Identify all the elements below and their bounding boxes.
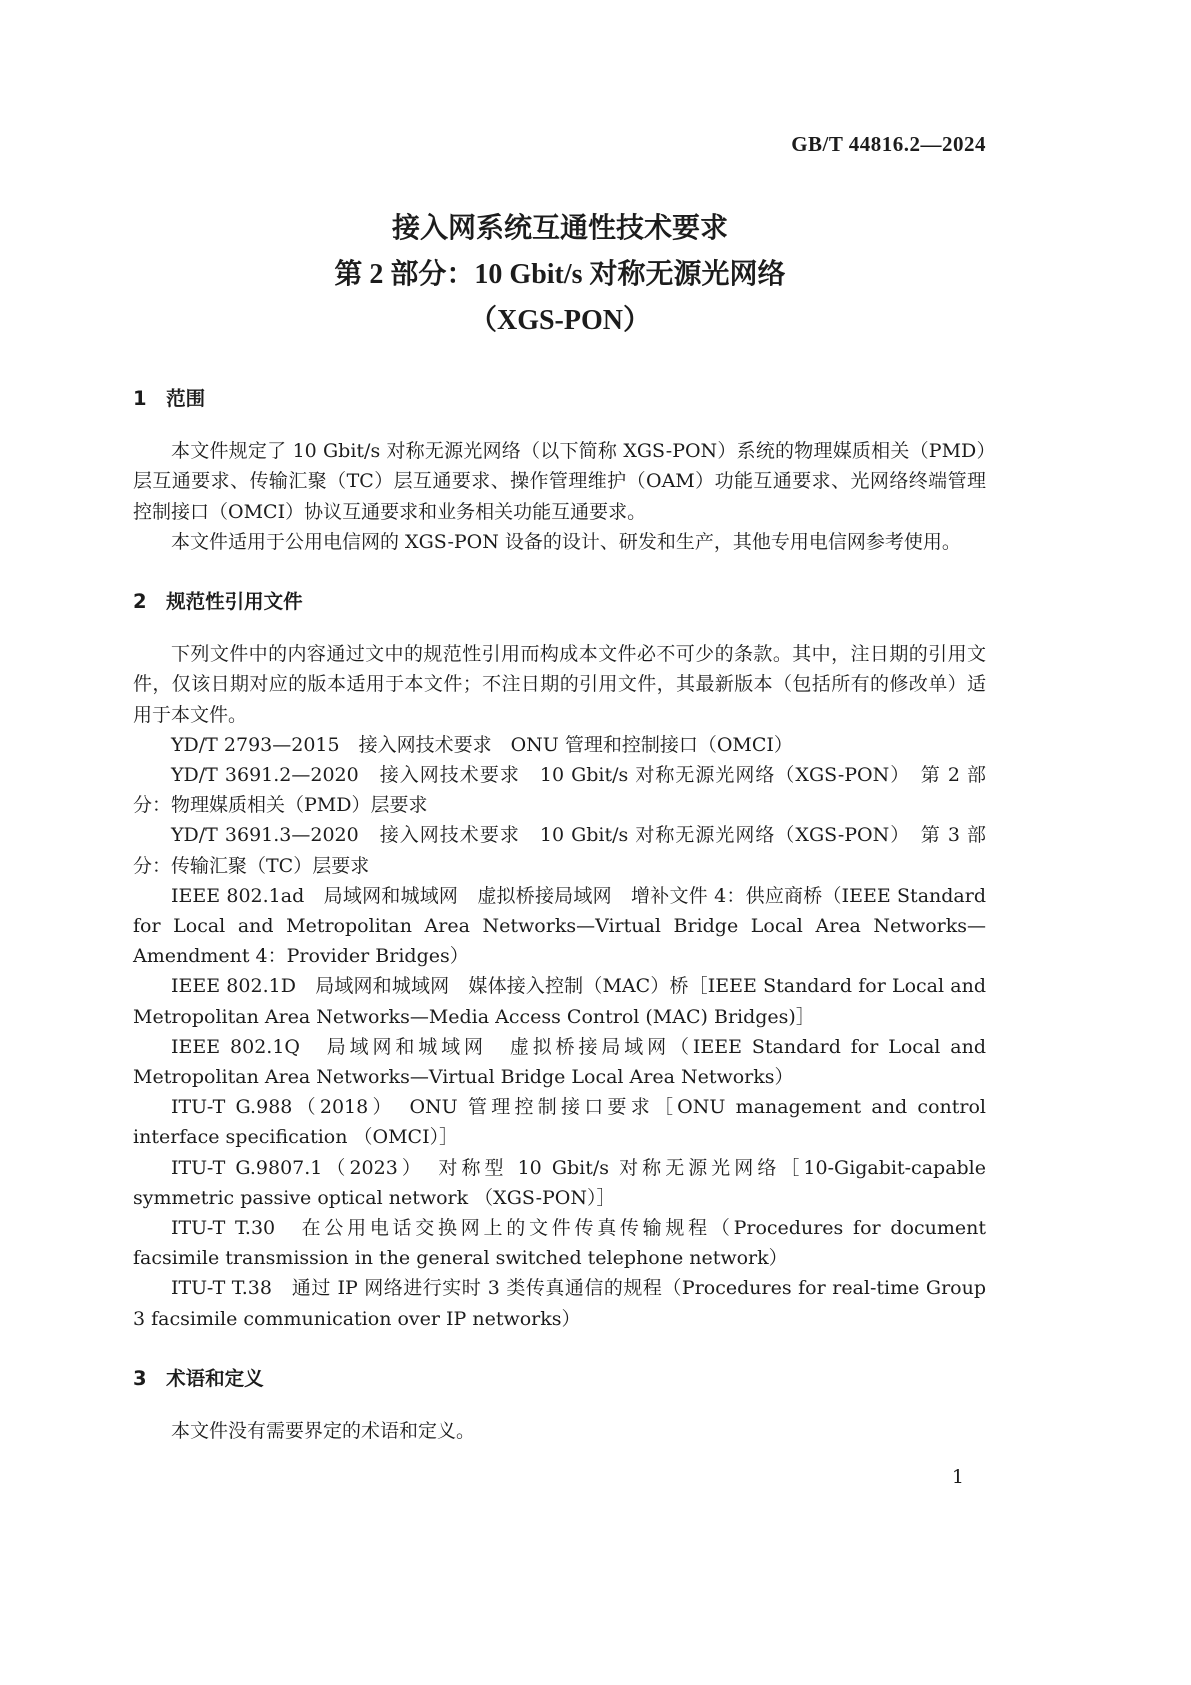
section-2-heading: 2 规范性引用文件 — [133, 590, 303, 614]
document-title — [110, 206, 1010, 344]
section-3-paragraph-1: 本文件没有需要界定的术语和定义。 — [171, 1420, 476, 1443]
reference-item-2: YD/T 3691.2—2020 接入网技术要求 10 Gbit/s 对称无源光网络（XGS-PON） 第 2 部分：物理媒质相关（PMD）层要求 — [133, 764, 986, 817]
reference-item-9: ITU-T T.30 在公用电话交换网上的文件传真传输规程（Procedures for document facsimile transmission in the general switched telephone network） — [133, 1217, 986, 1270]
reference-item-7: ITU-T G.988（2018） ONU 管理控制接口要求［ONU management and control interface specification （OMCI）］ — [133, 1096, 986, 1149]
section-1-heading: 1 范围 — [133, 387, 206, 410]
reference-item-3: YD/T 3691.3—2020 接入网技术要求 10 Gbit/s 对称无源光网络（XGS-PON） 第 3 部分：传输汇聚（TC）层要求 — [133, 824, 986, 877]
document-body — [133, 384, 986, 1446]
reference-item-6: IEEE 802.1Q 局域网和城域网 虚拟桥接局域网（IEEE Standard for Local and Metropolitan Area Networks—Virtual Bridge Local Area Networks） — [133, 1035, 986, 1089]
reference-item-1: YD/T 2793—2015 接入网技术要求 ONU 管理和控制接口（OMCI） — [171, 733, 793, 756]
section-2-intro: 下列文件中的内容通过文中的规范性引用而构成本文件必不可少的条款。其中，注日期的引用文件，仅该日期对应的版本适用于本文件；不注日期的引用文件，其最新版本（包括所有的修改单）适用于本文件。 — [133, 643, 986, 726]
title-line-3: （XGS-PON） — [468, 305, 651, 336]
reference-item-5: IEEE 802.1D 局域网和城域网 媒体接入控制（MAC）桥［IEEE Standard for Local and Metropolitan Area Networks—Media Access Control (MAC) Bridges)］ — [133, 975, 986, 1028]
title-line-1: 接入网系统互通性技术要求 — [391, 213, 728, 244]
reference-item-4: IEEE 802.1ad 局域网和城域网 虚拟桥接局域网 增补文件 4：供应商桥（IEEE Standard for Local and Metropolitan Area Networks—Virtual Bridge Local Area Networks—Amendment 4：Provider Bridges） — [133, 884, 986, 968]
section-1-paragraph-1: 本文件规定了 10 Gbit/s 对称无源光网络（以下简称 XGS-PON）系统的物理媒质相关（PMD）层互通要求、传输汇聚（TC）层互通要求、操作管理维护（OAM）功能互通要求、光网络终端管理控制接口（OMCI）协议互通要求和业务相关功能互通要求。 — [133, 440, 986, 523]
reference-item-8: ITU-T G.9807.1（2023） 对称型 10 Gbit/s 对称无源光网络［10-Gigabit-capable symmetric passive optical network （XGS-PON）］ — [133, 1156, 986, 1209]
section-3-heading: 3 术语和定义 — [133, 1366, 264, 1390]
reference-item-10: ITU-T T.38 通过 IP 网络进行实时 3 类传真通信的规程（Procedures for real-time Group 3 facsimile communication over IP networks） — [133, 1277, 986, 1330]
page-number: 1 — [951, 1466, 964, 1488]
title-line-2: 第 2 部分：10 Gbit/s 对称无源光网络 — [334, 259, 786, 290]
section-1-paragraph-2: 本文件适用于公用电信网的 XGS-PON 设备的设计、研发和生产，其他专用电信网参考使用。 — [171, 530, 961, 553]
doc-number: GB/T 44816.2—2024 — [791, 132, 986, 156]
